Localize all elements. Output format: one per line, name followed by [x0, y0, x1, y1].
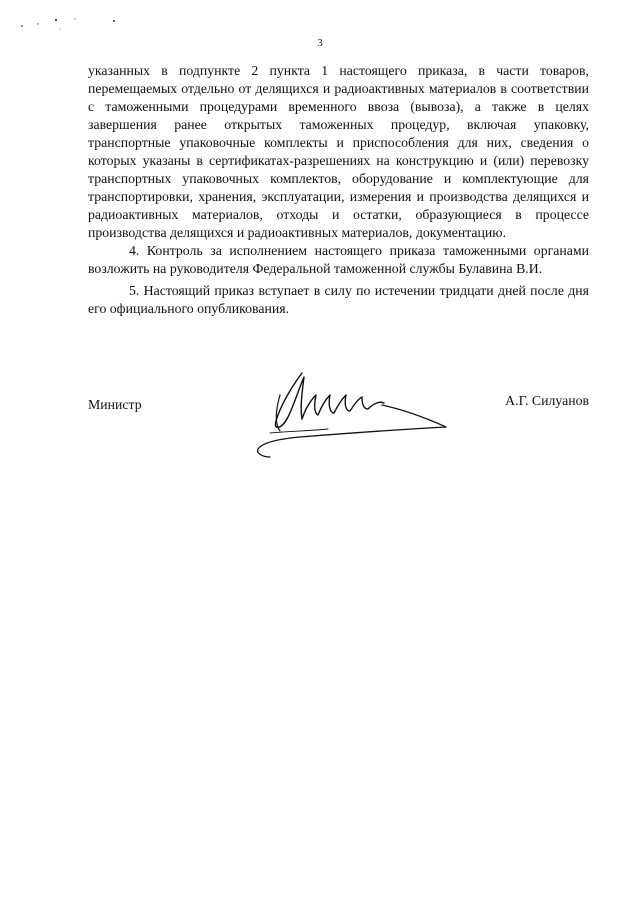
paragraph-4: 4. Контроль за исполнением настоящего приказа таможенными органами возложить на руководителя Федеральной таможенной службы Булавина В.И. [88, 243, 589, 276]
signatory-title: Министр [88, 397, 142, 412]
paragraph-continuation: указанных в подпункте 2 пункта 1 настоящего приказа, в части товаров, перемещаемых отдельно от делящихся и радиоактивных материалов в соответствии с таможенными процедурами временного ввоза (вывоза), а также в целях завершения ранее открытых таможенных процедур, включая упаковку, транспортные упаковочные комплекты и приспособления для них, сведения о которых указаны в сертификатах-разрешениях на конструкцию и (или) перевозку транспортных упаковочных комплектов, оборудование и комплектующие для транспортировки, хранения, эксплуатации, измерения и производства делящихся и радиоактивных материалов, отходы и остатки, образующиеся в процессе производства делящихся и радиоактивных материалов, документацию. [88, 63, 589, 240]
scan-artifact-marks [0, 0, 140, 40]
page-number: 3 [317, 37, 323, 49]
handwritten-signature [240, 365, 460, 465]
document-body [88, 62, 589, 318]
paragraph-5: 5. Настоящий приказ вступает в силу по истечении тридцати дней после дня его официального опубликования. [88, 283, 589, 316]
signatory-name: А.Г. Силуанов [505, 393, 589, 408]
